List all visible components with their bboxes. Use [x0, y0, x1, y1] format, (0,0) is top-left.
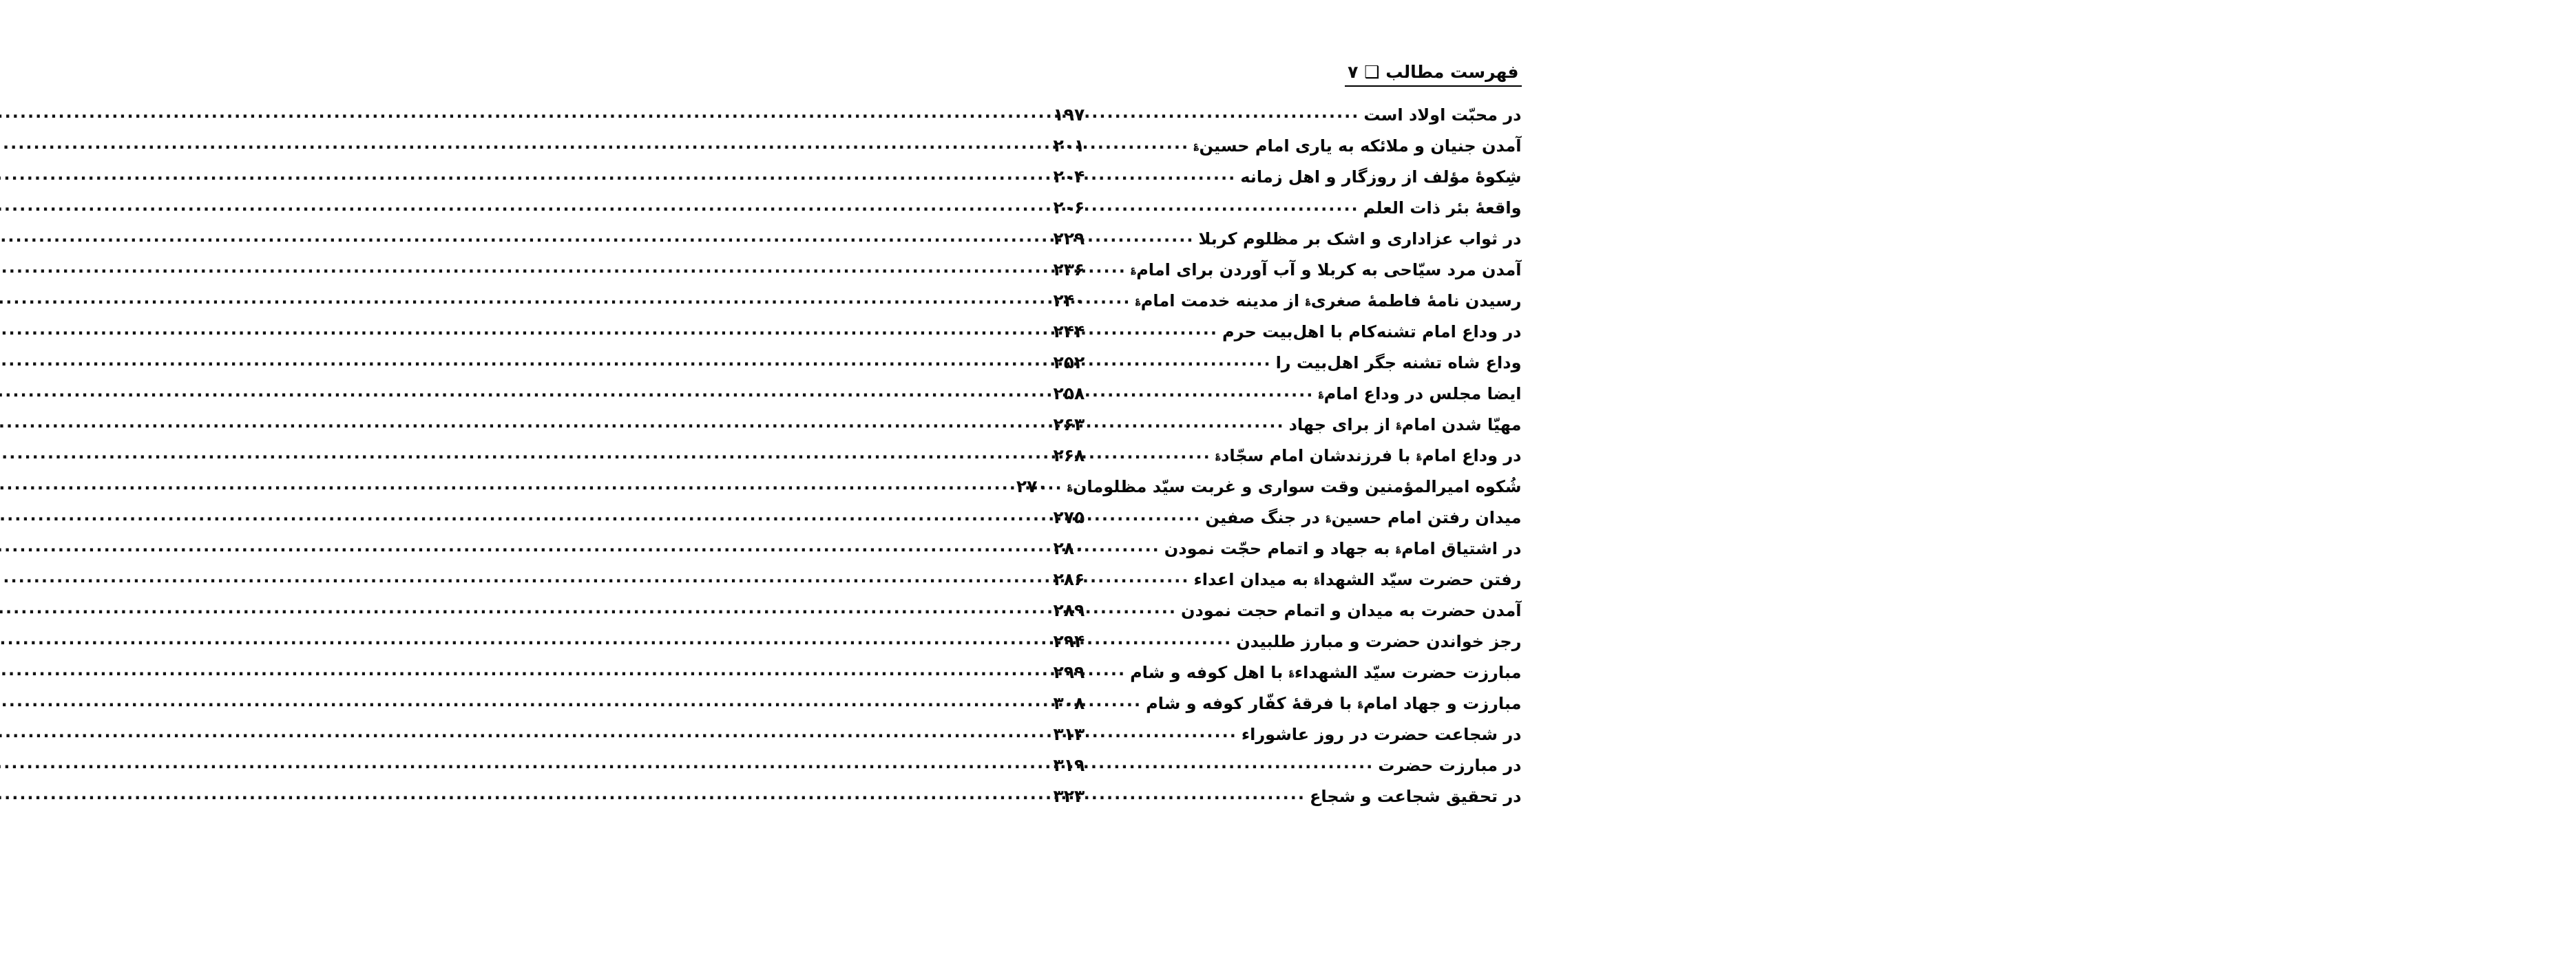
- toc-entry[interactable]: [1054, 445, 1522, 476]
- honorific-icon: ؏: [1290, 666, 1295, 677]
- toc-entry[interactable]: [1054, 755, 1522, 786]
- toc-leader-dots: [1087, 109, 1360, 120]
- toc-entry-title: مبارزت حضرت سیّد الشهداء؏ با اهل کوفه و شام: [1131, 663, 1522, 682]
- honorific-icon: ؏: [1068, 480, 1074, 492]
- toc-entry-title: در مبارزت حضرت: [1379, 756, 1522, 775]
- toc-entry-page-number: ۲۵۲: [1054, 352, 1086, 372]
- toc-leader-dots: [1087, 419, 1285, 430]
- honorific-icon: ؏: [1194, 139, 1200, 151]
- toc-leader-dots: [1087, 574, 1190, 585]
- toc-entry-page-number: ۲۸۹: [1054, 600, 1086, 620]
- toc-leader-dots: [1087, 326, 1219, 337]
- toc-entry[interactable]: [1054, 569, 1522, 600]
- toc-entry-title: در تحقیق شجاعت و شجاع: [1310, 787, 1522, 806]
- toc-leader-dots: [1087, 357, 1272, 368]
- toc-entry-page-number: ۲۳۶: [1054, 260, 1086, 279]
- toc-entry-title: آمدن جنیان و ملائکه به یاری امام حسین؏: [1194, 136, 1522, 156]
- toc-entry[interactable]: [1054, 724, 1522, 755]
- toc-entry[interactable]: [1054, 229, 1522, 260]
- toc-entry-page-number: ۲۷۰: [1016, 476, 1049, 496]
- honorific-icon: ؏: [1417, 449, 1423, 461]
- toc-entry[interactable]: [1054, 136, 1522, 167]
- header-title: فهرست مطالب ❑ ۷: [1348, 62, 1520, 82]
- toc-entry-page-number: ۲۴۰: [1054, 290, 1086, 310]
- toc-entry-page-number: ۳۰۸: [1054, 693, 1086, 713]
- toc-entry-page-number: ۲۴۴: [1054, 321, 1086, 341]
- toc-entry-title: در وداع امام تشنه‌کام با اهل‌بیت حرم: [1223, 322, 1522, 341]
- toc-entry[interactable]: [1054, 198, 1522, 229]
- toc-entry-title: شُکوه امیرالمؤمنین وقت سواری و غربت سیّد مظلومان؏: [1068, 477, 1522, 496]
- toc-entry-title: رجز خواندن حضرت و مبارز طلبیدن: [1237, 632, 1522, 651]
- toc-entry-page-number: ۲۵۸: [1054, 383, 1086, 403]
- toc-entry-page-number: ۲۰۱: [1054, 136, 1086, 156]
- toc-entry-title: رفتن حضرت سیّد الشهدا؏ به میدان اعداء: [1194, 570, 1522, 589]
- toc-entry[interactable]: [1054, 105, 1522, 136]
- toc-page: [944, 0, 1633, 972]
- honorific-icon: ؏: [1315, 573, 1321, 584]
- toc-entry-page-number: ۲۷۵: [1054, 507, 1086, 527]
- toc-entry-title: در وداع امام؏ با فرزندشان امام سجّاد؏: [1216, 446, 1522, 465]
- toc-entry-page-number: ۲۶۳: [1054, 414, 1086, 434]
- toc-entry-page-number: ۲۲۹: [1054, 229, 1086, 249]
- toc-entry-list: [1016, 105, 1522, 817]
- toc-entry-title: میدان رفتن امام حسین؏ در جنگ صفین: [1206, 508, 1522, 527]
- honorific-icon: ؏: [1396, 418, 1403, 430]
- toc-entry[interactable]: [1054, 167, 1522, 198]
- toc-entry-title: آمدن مرد سیّاحی به کربلا و آب آوردن برای امام؏: [1131, 260, 1522, 279]
- toc-entry-title: در ثواب عزاداری و اشک بر مظلوم کربلا: [1199, 229, 1522, 249]
- toc-entry[interactable]: [1054, 383, 1522, 414]
- toc-leader-dots: [1087, 140, 1190, 151]
- toc-entry-title: وداع شاه تشنه جگر اهل‌بیت را: [1276, 353, 1522, 372]
- toc-leader-dots: [1087, 729, 1238, 740]
- honorific-icon: ؏: [1306, 294, 1312, 306]
- toc-entry[interactable]: [1054, 414, 1522, 445]
- toc-entry[interactable]: [1054, 600, 1522, 631]
- toc-entry[interactable]: [1054, 538, 1522, 569]
- toc-entry-title: در شجاعت حضرت در روز عاشوراء: [1242, 725, 1522, 744]
- toc-entry-page-number: ۲۸۰: [1054, 538, 1086, 558]
- toc-leader-dots: [1087, 667, 1127, 678]
- honorific-icon: ؏: [1131, 263, 1137, 275]
- toc-entry-title: شِکوهٔ مؤلف از روزگار و اهل زمانه: [1241, 167, 1522, 187]
- honorific-icon: ؏: [1319, 387, 1325, 399]
- toc-entry-page-number: ۲۹۴: [1054, 631, 1086, 651]
- toc-entry-page-number: ۳۲۳: [1054, 786, 1086, 806]
- toc-entry-page-number: ۲۶۸: [1054, 445, 1086, 465]
- toc-leader-dots: [1087, 543, 1161, 554]
- toc-entry-page-number: ۱۹۷: [1054, 105, 1086, 125]
- toc-leader-dots: [1087, 512, 1202, 523]
- toc-leader-dots: [1087, 388, 1315, 399]
- toc-entry[interactable]: [1054, 662, 1522, 693]
- toc-leader-dots: [1087, 605, 1177, 616]
- toc-leader-dots: [1050, 481, 1064, 492]
- toc-entry-page-number: ۲۰۴: [1054, 167, 1086, 187]
- honorific-icon: ؏: [1135, 294, 1142, 306]
- toc-leader-dots: [1087, 171, 1237, 182]
- toc-entry[interactable]: [1054, 693, 1522, 724]
- toc-entry-title: در محبّت اولاد است: [1364, 105, 1522, 125]
- toc-entry-page-number: ۲۸۶: [1054, 569, 1086, 589]
- toc-entry-title: واقعهٔ بئر ذات العلم: [1363, 198, 1522, 218]
- toc-entry[interactable]: [1054, 321, 1522, 352]
- toc-entry[interactable]: [1054, 290, 1522, 321]
- toc-entry[interactable]: [1054, 352, 1522, 383]
- toc-entry-page-number: ۲۰۶: [1054, 198, 1086, 218]
- toc-entry-title: مهیّا شدن امام؏ از برای جهاد: [1289, 415, 1522, 434]
- toc-leader-dots: [1087, 233, 1195, 244]
- toc-leader-dots: [1087, 760, 1374, 771]
- toc-leader-dots: [1087, 295, 1131, 306]
- toc-entry[interactable]: [1016, 476, 1522, 507]
- toc-leader-dots: [1087, 636, 1233, 647]
- toc-leader-dots: [1087, 791, 1306, 802]
- header-underline: [1345, 63, 1522, 87]
- honorific-icon: ؏: [1216, 449, 1222, 461]
- toc-entry[interactable]: [1054, 507, 1522, 538]
- honorific-icon: ؏: [1396, 542, 1402, 553]
- toc-entry-title: ایضا مجلس در وداع امام؏: [1319, 384, 1522, 403]
- toc-entry-title: رسیدن نامهٔ فاطمهٔ صغری؏ از مدینه خدمت امام؏: [1135, 291, 1522, 310]
- toc-leader-dots: [1087, 450, 1211, 461]
- running-header: [1054, 63, 1522, 87]
- toc-entry-title: آمدن حضرت به میدان و اتمام حجت نمودن: [1181, 601, 1522, 620]
- toc-leader-dots: [1087, 202, 1359, 213]
- toc-entry[interactable]: [1054, 260, 1522, 290]
- toc-entry-page-number: ۳۱۳: [1054, 724, 1086, 744]
- toc-entry-page-number: ۳۱۹: [1054, 755, 1086, 775]
- toc-entry[interactable]: [1054, 786, 1522, 817]
- toc-entry-title: در اشتیاق امام؏ به جهاد و اتمام حجّت نمودن: [1164, 539, 1522, 558]
- toc-entry-title: مبارزت و جهاد امام؏ با فرقهٔ کفّار کوفه و شام: [1146, 694, 1522, 713]
- toc-entry-page-number: ۲۹۹: [1054, 662, 1086, 682]
- honorific-icon: ؏: [1359, 697, 1364, 708]
- toc-leader-dots: [1087, 264, 1127, 275]
- honorific-icon: ؏: [1326, 511, 1332, 522]
- toc-entry[interactable]: [1054, 631, 1522, 662]
- toc-leader-dots: [1087, 698, 1142, 709]
